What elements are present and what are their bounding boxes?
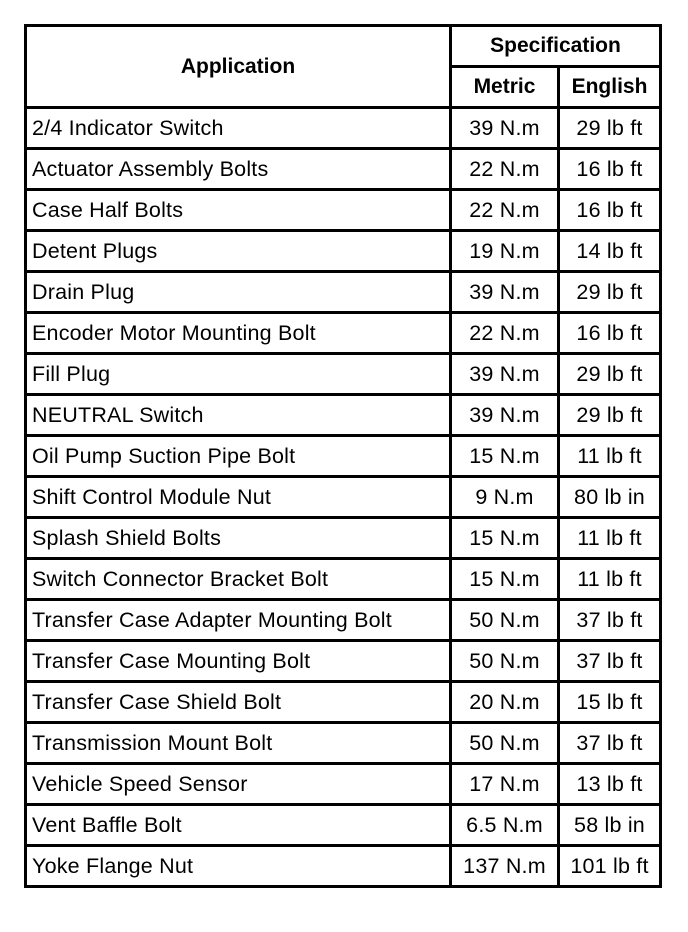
table-row <box>26 600 661 641</box>
application-cell: Switch Connector Bracket Bolt <box>26 559 451 600</box>
table-row <box>26 231 661 272</box>
application-cell: Detent Plugs <box>26 231 451 272</box>
metric-value-cell: 19 N.m <box>451 231 559 272</box>
english-value-cell: 16 lb ft <box>559 190 661 231</box>
table-row <box>26 395 661 436</box>
table-body <box>26 108 661 887</box>
metric-value-cell: 20 N.m <box>451 682 559 723</box>
english-value-cell: 37 lb ft <box>559 600 661 641</box>
english-value-cell: 37 lb ft <box>559 641 661 682</box>
table-row <box>26 641 661 682</box>
english-value-cell: 11 lb ft <box>559 559 661 600</box>
application-cell: Fill Plug <box>26 354 451 395</box>
english-value-cell: 14 lb ft <box>559 231 661 272</box>
application-cell: NEUTRAL Switch <box>26 395 451 436</box>
english-value-cell: 29 lb ft <box>559 108 661 149</box>
metric-value-cell: 15 N.m <box>451 559 559 600</box>
metric-value-cell: 15 N.m <box>451 436 559 477</box>
metric-value-cell: 39 N.m <box>451 395 559 436</box>
torque-spec-table <box>24 24 662 888</box>
metric-value-cell: 39 N.m <box>451 354 559 395</box>
english-value-cell: 29 lb ft <box>559 395 661 436</box>
application-cell: Vent Baffle Bolt <box>26 805 451 846</box>
table-row <box>26 149 661 190</box>
english-column-header: English <box>559 67 661 108</box>
metric-value-cell: 137 N.m <box>451 846 559 887</box>
table-row <box>26 518 661 559</box>
table-header <box>26 26 661 108</box>
application-cell: Case Half Bolts <box>26 190 451 231</box>
english-value-cell: 15 lb ft <box>559 682 661 723</box>
english-value-cell: 11 lb ft <box>559 436 661 477</box>
application-cell: Vehicle Speed Sensor <box>26 764 451 805</box>
table-row <box>26 846 661 887</box>
table-row <box>26 436 661 477</box>
metric-value-cell: 50 N.m <box>451 600 559 641</box>
english-value-cell: 16 lb ft <box>559 149 661 190</box>
metric-value-cell: 22 N.m <box>451 149 559 190</box>
application-cell: Encoder Motor Mounting Bolt <box>26 313 451 354</box>
english-value-cell: 29 lb ft <box>559 354 661 395</box>
application-column-header: Application <box>26 26 451 108</box>
metric-value-cell: 50 N.m <box>451 641 559 682</box>
specification-group-header: Specification <box>451 26 661 67</box>
application-cell: 2/4 Indicator Switch <box>26 108 451 149</box>
table-row <box>26 764 661 805</box>
metric-column-header: Metric <box>451 67 559 108</box>
application-cell: Oil Pump Suction Pipe Bolt <box>26 436 451 477</box>
table-row <box>26 108 661 149</box>
application-cell: Transmission Mount Bolt <box>26 723 451 764</box>
metric-value-cell: 6.5 N.m <box>451 805 559 846</box>
english-value-cell: 16 lb ft <box>559 313 661 354</box>
application-cell: Actuator Assembly Bolts <box>26 149 451 190</box>
english-value-cell: 37 lb ft <box>559 723 661 764</box>
application-cell: Yoke Flange Nut <box>26 846 451 887</box>
english-value-cell: 80 lb in <box>559 477 661 518</box>
table-row <box>26 477 661 518</box>
metric-value-cell: 17 N.m <box>451 764 559 805</box>
table-row <box>26 682 661 723</box>
application-cell: Splash Shield Bolts <box>26 518 451 559</box>
table-row <box>26 354 661 395</box>
table-row <box>26 805 661 846</box>
application-cell: Drain Plug <box>26 272 451 313</box>
table-row <box>26 272 661 313</box>
application-cell: Shift Control Module Nut <box>26 477 451 518</box>
application-cell: Transfer Case Shield Bolt <box>26 682 451 723</box>
english-value-cell: 58 lb in <box>559 805 661 846</box>
header-row-group <box>26 26 661 67</box>
english-value-cell: 13 lb ft <box>559 764 661 805</box>
application-cell: Transfer Case Mounting Bolt <box>26 641 451 682</box>
metric-value-cell: 39 N.m <box>451 108 559 149</box>
english-value-cell: 11 lb ft <box>559 518 661 559</box>
table-row <box>26 723 661 764</box>
metric-value-cell: 39 N.m <box>451 272 559 313</box>
metric-value-cell: 15 N.m <box>451 518 559 559</box>
metric-value-cell: 22 N.m <box>451 190 559 231</box>
table-row <box>26 190 661 231</box>
metric-value-cell: 22 N.m <box>451 313 559 354</box>
english-value-cell: 101 lb ft <box>559 846 661 887</box>
metric-value-cell: 50 N.m <box>451 723 559 764</box>
table-row <box>26 559 661 600</box>
application-cell: Transfer Case Adapter Mounting Bolt <box>26 600 451 641</box>
table-row <box>26 313 661 354</box>
metric-value-cell: 9 N.m <box>451 477 559 518</box>
english-value-cell: 29 lb ft <box>559 272 661 313</box>
